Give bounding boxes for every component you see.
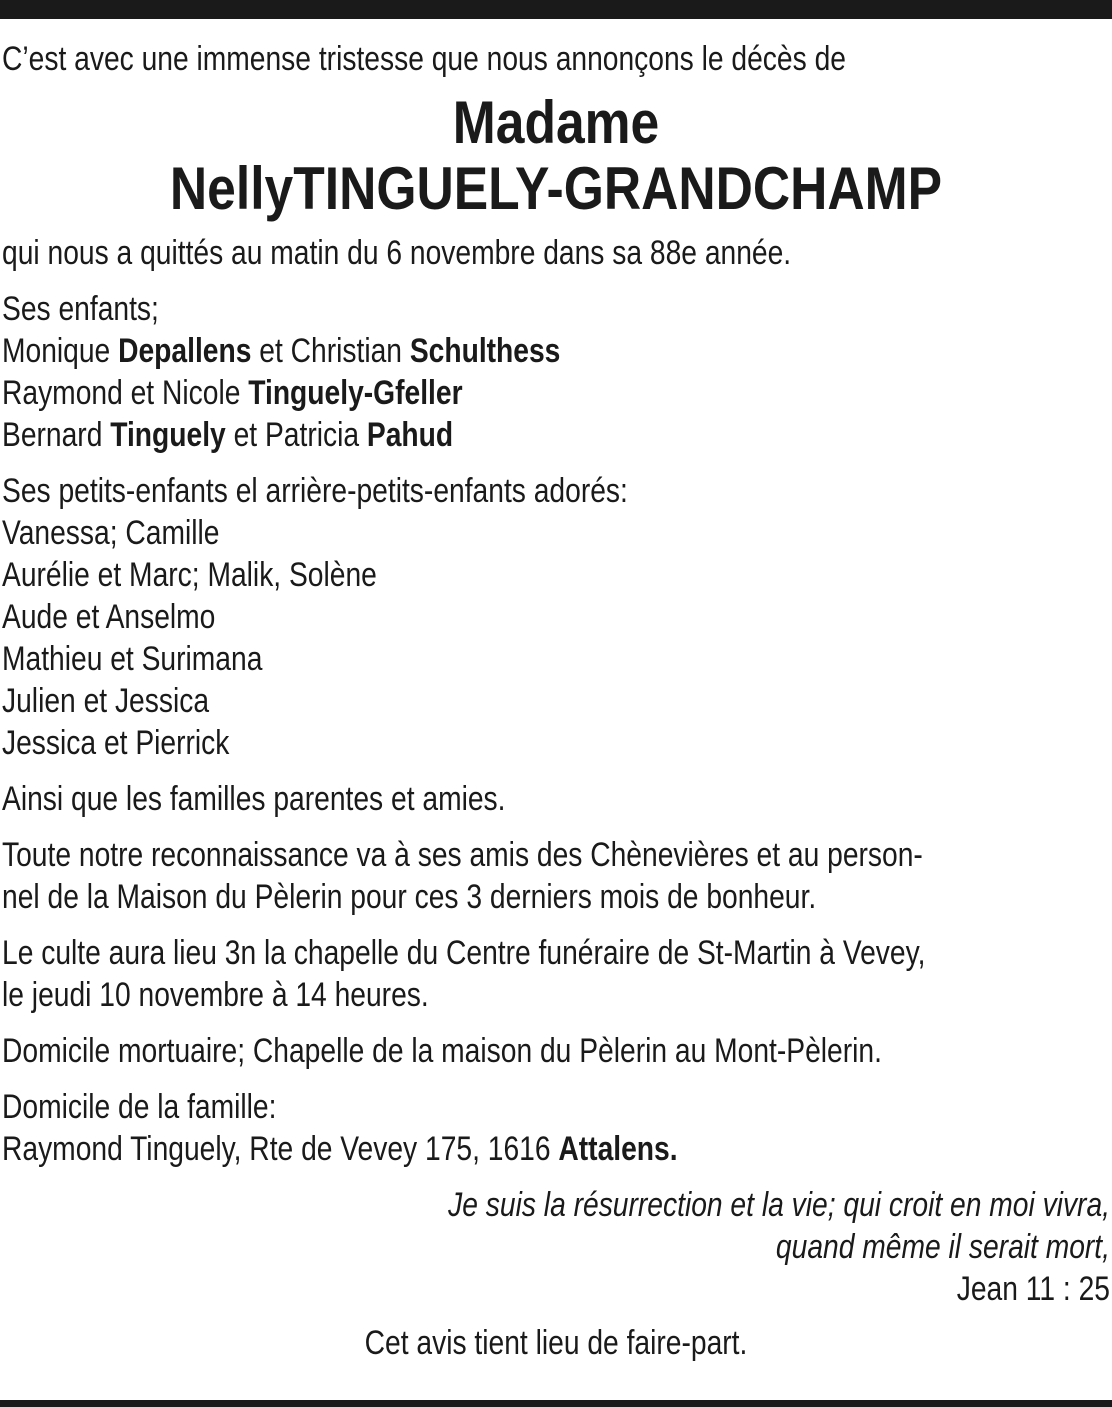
grandchildren-line: Mathieu et Surimana <box>2 640 263 678</box>
verse-reference: Jean 11 : 25 <box>956 1270 1110 1308</box>
top-rule <box>0 0 1112 19</box>
grandchildren-line: Jessica et Pierrick <box>2 724 230 762</box>
obituary-notice <box>2 38 1110 1364</box>
child-line-2: Raymond et Nicole Tinguely-Gfeller <box>2 374 463 412</box>
service-line-2: le jeudi 10 novembre à 14 heures. <box>2 976 429 1014</box>
deceased-name: NellyTINGUELY-GRANDCHAMP <box>169 155 943 222</box>
family-home-address: Raymond Tinguely, Rte de Vevey 175, 1616 Attalens. <box>2 1130 678 1168</box>
intro-text: C’est avec une immense tristesse que nous annonçons le décès de <box>2 40 846 78</box>
verse-line-2: quand même il serait mort, <box>775 1228 1110 1266</box>
grandchildren-line: Julien et Jessica <box>2 682 210 720</box>
child-line-3: Bernard Tinguely et Patricia Pahud <box>2 416 454 454</box>
child-line-1: Monique Depallens et Christian Schulthess <box>2 332 561 370</box>
family-home-heading: Domicile de la famille: <box>2 1088 277 1126</box>
verse-line-1: Je suis la résurrection et la vie; qui croit en moi vivra, <box>448 1186 1110 1224</box>
families-text: Ainsi que les familles parentes et amies. <box>2 780 506 818</box>
service-line-1: Le culte aura lieu 3n la chapelle du Centre funéraire de St-Martin à Vevey, <box>2 934 926 972</box>
grandchildren-line: Aurélie et Marc; Malik, Solène <box>2 556 377 594</box>
passing-text: qui nous a quittés au matin du 6 novembre dans sa 88e année. <box>2 234 792 272</box>
thanks-line-2: nel de la Maison du Pèlerin pour ces 3 derniers mois de bonheur. <box>2 878 817 916</box>
grandchildren-line: Aude et Anselmo <box>2 598 216 636</box>
mortuary-text: Domicile mortuaire; Chapelle de la maison du Pèlerin au Mont-Pèlerin. <box>2 1032 882 1070</box>
bottom-rule <box>0 1400 1112 1407</box>
deceased-name-block <box>80 90 1033 222</box>
grandchildren-line: Vanessa; Camille <box>2 514 220 552</box>
thanks-line-1: Toute notre reconnaissance va à ses amis des Chènevières et au person- <box>2 836 923 874</box>
grandchildren-heading: Ses petits-enfants el arrière-petits-enfants adorés: <box>2 472 628 510</box>
children-heading: Ses enfants; <box>2 290 159 328</box>
deceased-title: Madame <box>452 89 660 156</box>
footer-note: Cet avis tient lieu de faire-part. <box>364 1324 748 1362</box>
